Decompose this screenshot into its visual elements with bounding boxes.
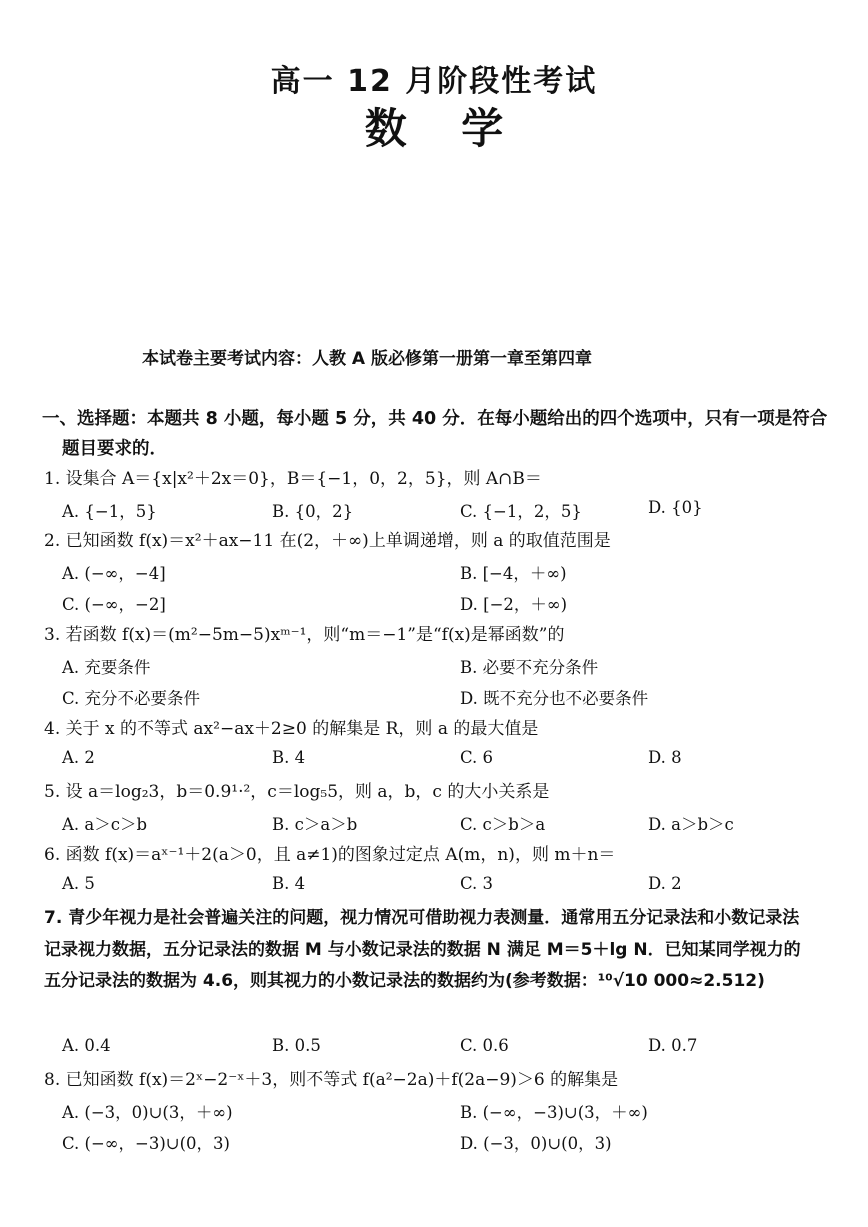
question-3-options-row1 [62,654,842,680]
question-8-option-a: A. (−3，0)∪(3，＋∞) [62,1103,233,1122]
question-7-stem: 7. 青少年视力是社会普遍关注的问题，视力情况可借助视力表测量．通常用五分记录法和小数记录法记录视力数据，五分记录法的数据 M 与小数记录法的数据 N 满足 M＝5＋lg N．已知某同学视力的五分记录法的数据为 4.6，则其视力的小数记录法的数据约为(参考数据：¹⁰√10 000≈2.512) [44,908,801,991]
question-5-option-c: C. c＞b＞a [460,815,546,834]
question-8-stem: 8. 已知函数 f(x)＝2ˣ−2⁻ˣ＋3，则不等式 f(a²−2a)＋f(2a−9)＞6 的解集是 [44,1070,619,1090]
question-2-options-row1 [62,560,842,586]
question-7-option-b: B. 0.5 [272,1036,321,1055]
exam-scope: 本试卷主要考试内容：人教 A 版必修第一册第一章至第四章 [142,349,592,369]
question-6-option-d: D. 2 [648,874,682,893]
question-7-option-a: A. 0.4 [62,1036,111,1055]
exam-title: 高一 12 月阶段性考试 [270,64,598,99]
question-5-options [62,811,842,837]
question-2-option-c: C. (−∞，−2] [62,595,166,614]
question-8-option-b: B. (−∞，−3)∪(3，＋∞) [460,1103,648,1122]
question-6-stem: 6. 函数 f(x)＝aˣ⁻¹＋2(a＞0，且 a≠1)的图象过定点 A(m，n)，则 m＋n＝ [44,845,616,865]
section-heading [42,404,832,464]
question-1-option-d: D. {0} [648,498,703,517]
question-3-option-b: B. 必要不充分条件 [460,658,599,677]
question-8-option-c: C. (−∞，−3)∪(0，3) [62,1134,230,1153]
question-8-options-row1 [62,1099,842,1125]
question-4-option-c: C. 6 [460,748,494,767]
question-2-option-b: B. [−4，＋∞) [460,564,567,583]
question-5-option-a: A. a＞c＞b [62,815,148,834]
question-3-stem: 3. 若函数 f(x)＝(m²−5m−5)xᵐ⁻¹，则“m＝−1”是“f(x)是幂函数”的 [44,625,565,645]
question-7-options [62,1036,842,1062]
question-4-option-d: D. 8 [648,748,682,767]
question-4-options [62,748,842,774]
question-1-stem: 1. 设集合 A＝{x|x²＋2x＝0}，B＝{−1，0，2，5}，则 A∩B＝ [44,469,542,489]
question-2-stem: 2. 已知函数 f(x)＝x²＋ax−11 在(2，＋∞)上单调递增，则 a 的取值范围是 [44,531,611,551]
question-8-option-d: D. (−3，0)∪(0，3) [460,1134,612,1153]
question-5-option-d: D. a＞b＞c [648,815,734,834]
question-2-options-row2 [62,591,842,617]
question-6-options [62,874,842,900]
question-6-option-a: A. 5 [62,874,95,893]
question-1-option-b: B. {0，2} [272,502,354,521]
section-heading-line2: 题目要求的． [62,439,167,459]
question-4-option-b: B. 4 [272,748,306,767]
question-3-options-row2 [62,685,842,711]
question-4-option-a: A. 2 [62,748,95,767]
question-7-option-c: C. 0.6 [460,1036,509,1055]
question-1-options [62,498,842,524]
question-8-options-row2 [62,1130,842,1156]
question-7-option-d: D. 0.7 [648,1036,698,1055]
section-heading-line1: 一、选择题：本题共 8 小题，每小题 5 分，共 40 分．在每小题给出的四个选项中，只有一项是符合 [42,409,828,429]
question-3-option-d: D. 既不充分也不必要条件 [460,689,649,708]
question-1-option-c: C. {−1，2，5} [460,502,582,521]
question-5-stem: 5. 设 a＝log₂3，b＝0.9¹·²，c＝log₅5，则 a，b，c 的大小关系是 [44,782,550,802]
question-2-option-d: D. [−2，＋∞) [460,595,568,614]
question-5-option-b: B. c＞a＞b [272,815,358,834]
question-1-option-a: A. {−1，5} [62,502,157,521]
question-3-option-c: C. 充分不必要条件 [62,689,201,708]
question-6-option-c: C. 3 [460,874,494,893]
question-4-stem: 4. 关于 x 的不等式 ax²−ax＋2≥0 的解集是 R，则 a 的最大值是 [44,719,539,739]
exam-subject: 数 学 [364,104,504,153]
question-2-option-a: A. (−∞，−4] [62,564,166,583]
question-6-option-b: B. 4 [272,874,306,893]
question-3-option-a: A. 充要条件 [62,658,151,677]
